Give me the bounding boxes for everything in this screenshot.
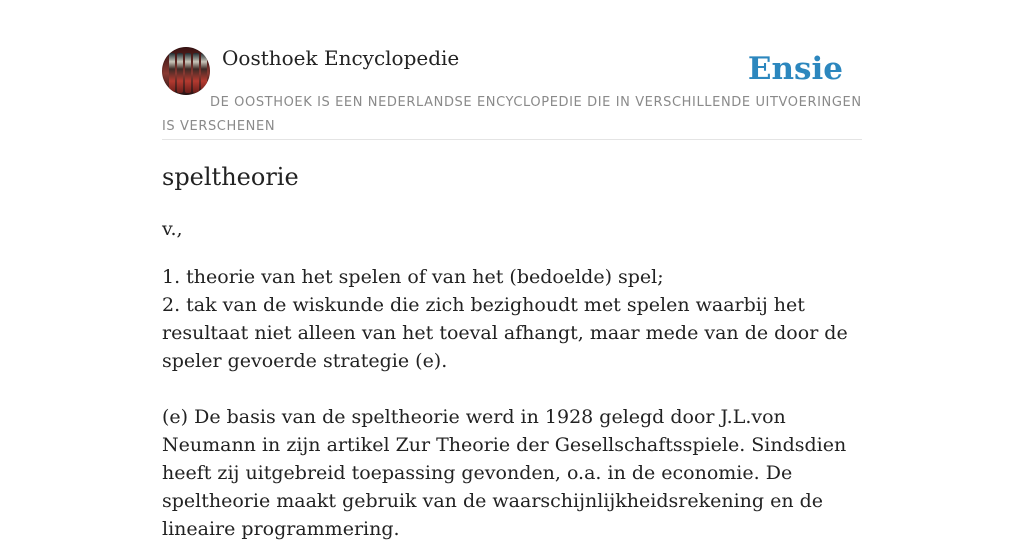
definition-note: (e) De basis van de speltheorie werd in 1928 gelegd door J.L.von Neumann in zijn artikel Zur Theorie der Gesellschaftsspiele. Sindsdien heeft zij uitgebreid toepassing gevonden, o.a. in de economie. De speltheorie maakt gebruik van de waarschijnlijkheidsrekening en de lineaire programmering. xyxy=(162,406,847,540)
page-title: speltheorie xyxy=(162,163,299,191)
site-title-link[interactable]: Oosthoek Encyclopedie xyxy=(222,46,460,70)
site-header xyxy=(162,46,862,140)
definition-item-2: 2. tak van de wiskunde die zich bezighoudt met spelen waarbij het resultaat niet alleen van het toeval afhangt, maar mede van de door de speler gevoerde strategie (e). xyxy=(162,294,848,372)
header-divider xyxy=(162,139,862,140)
ensie-logo-link[interactable]: Ensie xyxy=(747,51,843,87)
encyclopedia-books-icon[interactable] xyxy=(162,47,210,95)
site-tagline: DE OOSTHOEK IS EEN NEDERLANDSE ENCYCLOPEDIE DIE IN VERSCHILLENDE UITVOERINGEN IS VERSCHENEN xyxy=(162,95,862,134)
definition-body xyxy=(162,263,862,543)
paragraph-gap xyxy=(162,375,862,403)
grammar-label: v., xyxy=(162,218,183,240)
definition-item-1: 1. theorie van het spelen of van het (bedoelde) spel; xyxy=(162,266,664,288)
